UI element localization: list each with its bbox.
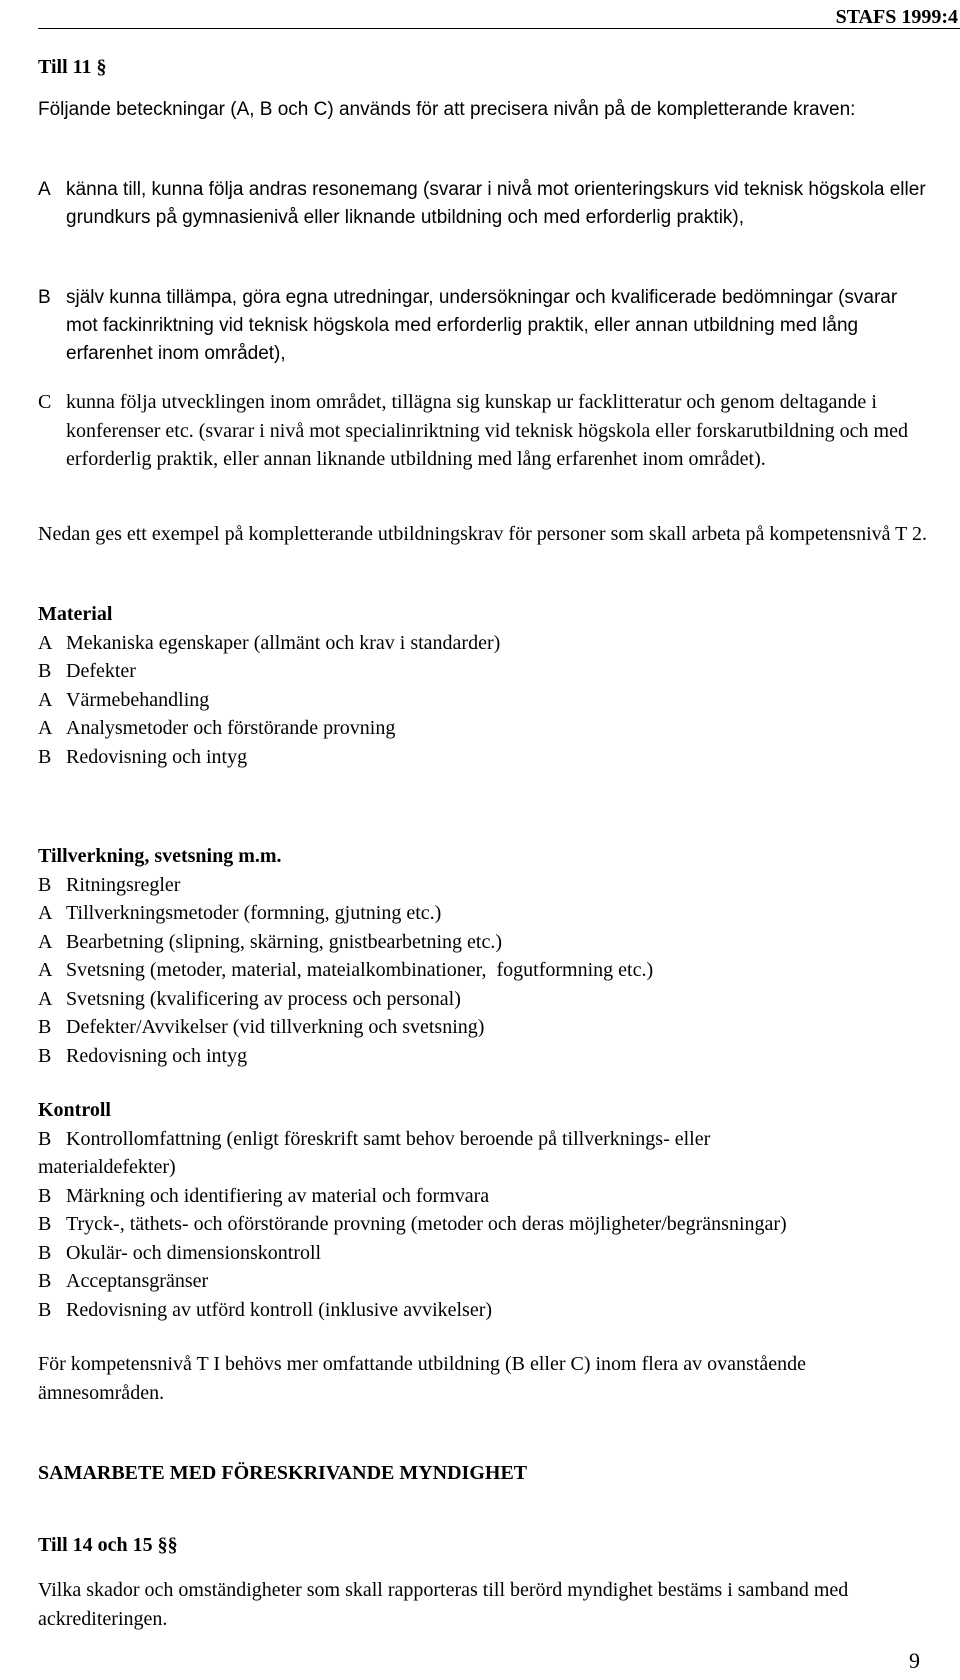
level-key: A (38, 179, 51, 200)
samarbete-heading: SAMARBETE MED FÖRESKRIVANDE MYNDIGHET (38, 1462, 528, 1484)
list-item: A Bearbetning (slipning, skärning, gnistbearbetning etc.) (38, 930, 503, 953)
list-item: A Svetsning (metoder, material, mateialkombinationer, fogutformning etc.) (38, 959, 654, 981)
list-item: B Redovisning av utförd kontroll (inklusive avvikelser) (38, 1298, 493, 1321)
list-item: B Redovisning och intyg (38, 745, 248, 768)
material-section (38, 600, 928, 771)
kontroll-heading: Kontroll (38, 1099, 111, 1121)
level-key: C (38, 391, 52, 413)
list-item: B Märkning och identifiering av material och formvara (38, 1184, 490, 1207)
level-definition-b (38, 284, 928, 368)
list-item: A Mekaniska egenskaper (allmänt och krav i standarder) (38, 631, 501, 654)
final-paragraph: Vilka skador och omständigheter som skall rapporteras till berörd myndighet bestäms i samband med ackrediteringen. (38, 1579, 849, 1630)
kontroll-section (38, 1096, 928, 1324)
level-key: B (38, 287, 51, 308)
t1-paragraph: För kompetensnivå T I behövs mer omfattande utbildning (B eller C) inom flera av ovanstående ämnesområden. (38, 1353, 806, 1404)
tillverkning-heading: Tillverkning, svetsning m.m. (38, 845, 282, 867)
page-number: 9 (909, 1648, 920, 1673)
list-item: A Svetsning (kvalificering av process och personal) (38, 987, 461, 1010)
list-item: B Redovisning och intyg (38, 1044, 248, 1067)
list-item: B Kontrollomfattning (enligt föreskrift samt behov beroende på tillverknings- eller (38, 1127, 711, 1150)
list-item: A Analysmetoder och förstörande provning (38, 717, 396, 739)
level-text: själv kunna tillämpa, göra egna utredningar, undersökningar och kvalificerade bedömningar (svarar mot fackinriktning vid teknisk högskola med erforderlig praktik, eller annan utbildning med lång erfarenhet inom området), (66, 287, 898, 364)
level-definition-a (38, 176, 928, 232)
tillverkning-section (38, 842, 928, 1070)
level-text: känna till, kunna följa andras resonemang (svarar i nivå mot orienteringskurs vid teknisk högskola eller grundkurs på gymnasienivå eller liknande utbildning och med erforderlig praktik), (66, 179, 926, 228)
section-heading-till-14-15: Till 14 och 15 §§ (38, 1534, 178, 1556)
list-item: A Tillverkningsmetoder (formning, gjutning etc.) (38, 902, 442, 924)
material-heading: Material (38, 603, 113, 625)
list-item: B Defekter/Avvikelser (vid tillverkning och svetsning) (38, 1016, 485, 1038)
list-item: B Tryck-, täthets- och oförstörande provning (metoder och deras möjligheter/begränsningar) (38, 1213, 787, 1235)
example-paragraph: Nedan ges ett exempel på kompletterande utbildningskrav för personer som skall arbeta på kompetensnivå T 2. (38, 523, 928, 545)
document-id: STAFS 1999:4 (835, 6, 958, 28)
section-heading-till-11: Till 11 § (38, 56, 107, 78)
list-item: A Värmebehandling (38, 688, 210, 711)
list-item: B Ritningsregler (38, 873, 181, 896)
intro-paragraph: Följande beteckningar (A, B och C) används för att precisera nivån på de kompletterande kraven: (38, 99, 856, 120)
level-text: kunna följa utvecklingen inom området, tillägna sig kunskap ur facklitteratur och genom deltagande i konferenser etc. (svarar i nivå mot specialinriktning vid teknisk högskola eller forskarutbildning och med erforderlig praktik, eller annan liknande utbildning med lång erfarenhet inom området). (66, 391, 908, 470)
page-header (38, 6, 960, 29)
list-item: B Defekter (38, 660, 136, 682)
list-item-continuation: materialdefekter) (38, 1156, 176, 1178)
list-item: B Okulär- och dimensionskontroll (38, 1241, 322, 1264)
list-item: B Acceptansgränser (38, 1270, 209, 1292)
level-definition-c (38, 388, 928, 474)
